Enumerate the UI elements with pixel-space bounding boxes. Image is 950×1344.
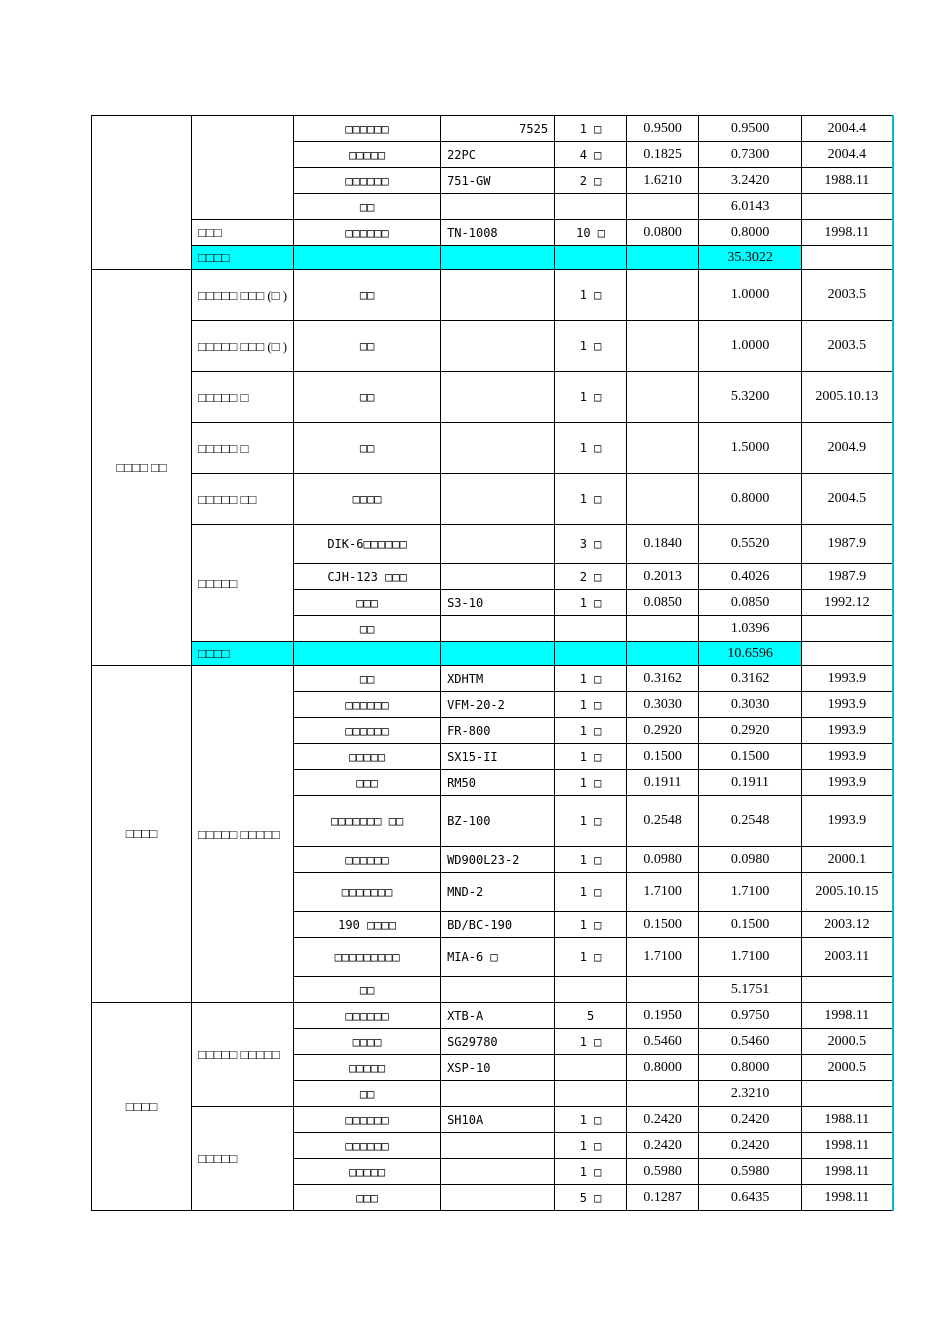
quantity-cell: 1 □ xyxy=(555,938,627,977)
date-cell: 1987.9 xyxy=(802,564,893,590)
total-cell: 3.2420 xyxy=(699,168,802,194)
unit-price-cell xyxy=(627,474,699,525)
table-row xyxy=(92,1003,893,1029)
quantity-cell: 1 □ xyxy=(555,474,627,525)
total-cell: 0.6435 xyxy=(699,1185,802,1211)
item-name-cell: □□□□□ xyxy=(294,1055,441,1081)
total-cell: 0.1500 xyxy=(699,912,802,938)
model-cell xyxy=(441,564,555,590)
item-name-cell: □□□□□□ xyxy=(294,220,441,246)
date-cell: 1988.11 xyxy=(802,1107,893,1133)
quantity-cell: 1 □ xyxy=(555,372,627,423)
unit-price-cell: 0.1287 xyxy=(627,1185,699,1211)
date-cell xyxy=(802,977,893,1003)
category-cell xyxy=(92,116,192,270)
total-cell: 0.9750 xyxy=(699,1003,802,1029)
model-cell: XTB-A xyxy=(441,1003,555,1029)
model-cell xyxy=(441,321,555,372)
item-name-cell: □□□□□□ xyxy=(294,692,441,718)
date-cell: 1993.9 xyxy=(802,744,893,770)
item-name-cell: CJH-123 □□□ xyxy=(294,564,441,590)
item-name-cell: □□□□□ xyxy=(294,744,441,770)
item-name-cell: □□ xyxy=(294,666,441,692)
empty-cell xyxy=(802,642,893,666)
quantity-cell: 1 □ xyxy=(555,873,627,912)
subgroup-label-cell: □□□ xyxy=(192,220,294,246)
total-cell: 0.2420 xyxy=(699,1133,802,1159)
quantity-cell: 5 □ xyxy=(555,1185,627,1211)
date-cell: 2000.5 xyxy=(802,1029,893,1055)
item-name-cell: □□□□□□ xyxy=(294,1107,441,1133)
subgroup-label-cell: □□□□□ □□□ (□ ) xyxy=(192,321,294,372)
unit-price-cell: 0.2013 xyxy=(627,564,699,590)
total-cell: 0.5460 xyxy=(699,1029,802,1055)
total-cell: 0.0850 xyxy=(699,590,802,616)
subgroup-label-cell: □□□□□ □□□ (□ ) xyxy=(192,270,294,321)
date-cell: 1998.11 xyxy=(802,1133,893,1159)
empty-cell xyxy=(627,246,699,270)
quantity-cell: 10 □ xyxy=(555,220,627,246)
item-name-cell: □□ xyxy=(294,977,441,1003)
model-cell: SG29780 xyxy=(441,1029,555,1055)
empty-cell xyxy=(802,246,893,270)
table-row xyxy=(92,525,893,564)
empty-cell xyxy=(441,642,555,666)
table-row xyxy=(92,1107,893,1133)
date-cell: 2005.10.15 xyxy=(802,873,893,912)
model-cell: 751-GW xyxy=(441,168,555,194)
total-cell: 0.3030 xyxy=(699,692,802,718)
item-name-cell: □□ xyxy=(294,372,441,423)
quantity-cell: 1 □ xyxy=(555,1133,627,1159)
quantity-cell: 1 □ xyxy=(555,718,627,744)
group-total-label: □□□□ xyxy=(192,642,294,666)
item-name-cell: □□ xyxy=(294,616,441,642)
group-total-label: □□□□ xyxy=(192,246,294,270)
quantity-cell: 1 □ xyxy=(555,1029,627,1055)
category-cell: □□□□ xyxy=(92,1003,192,1211)
item-name-cell: □□ xyxy=(294,321,441,372)
date-cell: 1998.11 xyxy=(802,220,893,246)
model-cell: 7525 xyxy=(441,116,555,142)
category-cell: □□□□ xyxy=(92,666,192,1003)
unit-price-cell: 0.5980 xyxy=(627,1159,699,1185)
item-name-cell: □□□ xyxy=(294,770,441,796)
date-cell: 2003.12 xyxy=(802,912,893,938)
quantity-cell: 1 □ xyxy=(555,796,627,847)
date-cell: 2003.5 xyxy=(802,270,893,321)
item-name-cell: □□□□□□ xyxy=(294,1003,441,1029)
total-cell: 0.8000 xyxy=(699,474,802,525)
item-name-cell: □□□ xyxy=(294,590,441,616)
total-cell: 5.1751 xyxy=(699,977,802,1003)
model-cell xyxy=(441,616,555,642)
date-cell: 2005.10.13 xyxy=(802,372,893,423)
subgroup-label-cell: □□□□□ □□□□□ xyxy=(192,1003,294,1107)
table-row xyxy=(92,666,893,692)
date-cell: 2004.4 xyxy=(802,116,893,142)
unit-price-cell: 0.2548 xyxy=(627,796,699,847)
equipment-table xyxy=(91,115,894,1211)
quantity-cell: 1 □ xyxy=(555,912,627,938)
unit-price-cell: 0.1500 xyxy=(627,912,699,938)
unit-price-cell: 0.1911 xyxy=(627,770,699,796)
unit-price-cell xyxy=(627,321,699,372)
quantity-cell xyxy=(555,1055,627,1081)
item-name-cell: □□□□□□ xyxy=(294,168,441,194)
model-cell xyxy=(441,194,555,220)
total-cell: 0.2420 xyxy=(699,1107,802,1133)
item-name-cell: 190 □□□□ xyxy=(294,912,441,938)
model-cell: BZ-100 xyxy=(441,796,555,847)
group-total-row xyxy=(92,246,893,270)
table-row xyxy=(92,220,893,246)
item-name-cell: □□□□□□ xyxy=(294,116,441,142)
total-cell: 1.0396 xyxy=(699,616,802,642)
quantity-cell: 1 □ xyxy=(555,1159,627,1185)
unit-price-cell: 0.2420 xyxy=(627,1107,699,1133)
date-cell: 1993.9 xyxy=(802,796,893,847)
model-cell: VFM-20-2 xyxy=(441,692,555,718)
model-cell xyxy=(441,977,555,1003)
model-cell: XDHTM xyxy=(441,666,555,692)
total-cell: 0.2920 xyxy=(699,718,802,744)
quantity-cell: 4 □ xyxy=(555,142,627,168)
quantity-cell: 1 □ xyxy=(555,423,627,474)
unit-price-cell: 0.1500 xyxy=(627,744,699,770)
model-cell xyxy=(441,372,555,423)
total-cell: 1.0000 xyxy=(699,321,802,372)
total-cell: 1.5000 xyxy=(699,423,802,474)
unit-price-cell: 0.0800 xyxy=(627,220,699,246)
unit-price-cell xyxy=(627,423,699,474)
unit-price-cell: 1.7100 xyxy=(627,873,699,912)
quantity-cell: 3 □ xyxy=(555,525,627,564)
item-name-cell: □□ xyxy=(294,1081,441,1107)
item-name-cell: □□□□□□ xyxy=(294,847,441,873)
table-row xyxy=(92,270,893,321)
model-cell: FR-800 xyxy=(441,718,555,744)
quantity-cell xyxy=(555,616,627,642)
unit-price-cell xyxy=(627,977,699,1003)
empty-cell xyxy=(294,246,441,270)
item-name-cell: □□□□ xyxy=(294,474,441,525)
date-cell: 1993.9 xyxy=(802,666,893,692)
group-total-value: 10.6596 xyxy=(699,642,802,666)
model-cell: RM50 xyxy=(441,770,555,796)
item-name-cell: □□ xyxy=(294,270,441,321)
item-name-cell: □□ xyxy=(294,194,441,220)
quantity-cell: 1 □ xyxy=(555,666,627,692)
subgroup-label-cell: □□□□□ xyxy=(192,1107,294,1211)
model-cell xyxy=(441,270,555,321)
quantity-cell: 1 □ xyxy=(555,1107,627,1133)
model-cell xyxy=(441,423,555,474)
group-total-value: 35.3022 xyxy=(699,246,802,270)
model-cell xyxy=(441,1185,555,1211)
unit-price-cell: 0.0980 xyxy=(627,847,699,873)
item-name-cell: □□ xyxy=(294,423,441,474)
subgroup-label-cell: □□□□□ □ xyxy=(192,423,294,474)
total-cell: 0.1500 xyxy=(699,744,802,770)
total-cell: 5.3200 xyxy=(699,372,802,423)
quantity-cell: 1 □ xyxy=(555,744,627,770)
quantity-cell: 2 □ xyxy=(555,168,627,194)
subgroup-label-cell: □□□□□ □ xyxy=(192,372,294,423)
total-cell: 0.4026 xyxy=(699,564,802,590)
model-cell xyxy=(441,1159,555,1185)
quantity-cell: 2 □ xyxy=(555,564,627,590)
total-cell: 0.2548 xyxy=(699,796,802,847)
unit-price-cell: 0.9500 xyxy=(627,116,699,142)
model-cell: XSP-10 xyxy=(441,1055,555,1081)
date-cell: 1998.11 xyxy=(802,1159,893,1185)
model-cell: 22PC xyxy=(441,142,555,168)
unit-price-cell: 0.3162 xyxy=(627,666,699,692)
unit-price-cell xyxy=(627,1081,699,1107)
unit-price-cell xyxy=(627,194,699,220)
quantity-cell: 1 □ xyxy=(555,116,627,142)
unit-price-cell xyxy=(627,270,699,321)
unit-price-cell: 0.2920 xyxy=(627,718,699,744)
model-cell: MND-2 xyxy=(441,873,555,912)
table-row xyxy=(92,116,893,142)
model-cell xyxy=(441,1081,555,1107)
group-total-row xyxy=(92,642,893,666)
subgroup-label-cell xyxy=(192,116,294,220)
quantity-cell xyxy=(555,977,627,1003)
quantity-cell: 1 □ xyxy=(555,590,627,616)
item-name-cell: □□□□□ xyxy=(294,1159,441,1185)
unit-price-cell: 1.6210 xyxy=(627,168,699,194)
unit-price-cell: 0.1825 xyxy=(627,142,699,168)
item-name-cell: □□□ xyxy=(294,1185,441,1211)
empty-cell xyxy=(294,642,441,666)
total-cell: 1.0000 xyxy=(699,270,802,321)
empty-cell xyxy=(627,642,699,666)
date-cell: 1992.12 xyxy=(802,590,893,616)
table-row xyxy=(92,321,893,372)
table-row xyxy=(92,372,893,423)
empty-cell xyxy=(441,246,555,270)
unit-price-cell: 0.2420 xyxy=(627,1133,699,1159)
total-cell: 0.0980 xyxy=(699,847,802,873)
total-cell: 0.7300 xyxy=(699,142,802,168)
date-cell xyxy=(802,616,893,642)
quantity-cell: 1 □ xyxy=(555,692,627,718)
total-cell: 6.0143 xyxy=(699,194,802,220)
date-cell: 1987.9 xyxy=(802,525,893,564)
item-name-cell: □□□□□□ xyxy=(294,1133,441,1159)
total-cell: 0.8000 xyxy=(699,220,802,246)
table-row xyxy=(92,423,893,474)
item-name-cell: □□□□□□□ □□ xyxy=(294,796,441,847)
unit-price-cell: 0.5460 xyxy=(627,1029,699,1055)
model-cell: WD900L23-2 xyxy=(441,847,555,873)
item-name-cell: DIK-6□□□□□□ xyxy=(294,525,441,564)
unit-price-cell: 1.7100 xyxy=(627,938,699,977)
date-cell: 1993.9 xyxy=(802,770,893,796)
date-cell: 2004.5 xyxy=(802,474,893,525)
model-cell: BD/BC-190 xyxy=(441,912,555,938)
total-cell: 1.7100 xyxy=(699,873,802,912)
unit-price-cell: 0.1840 xyxy=(627,525,699,564)
subgroup-label-cell: □□□□□ □□□□□ xyxy=(192,666,294,1003)
date-cell: 1998.11 xyxy=(802,1185,893,1211)
total-cell: 0.9500 xyxy=(699,116,802,142)
unit-price-cell: 0.0850 xyxy=(627,590,699,616)
table-row xyxy=(92,474,893,525)
unit-price-cell: 0.1950 xyxy=(627,1003,699,1029)
model-cell: TN-1008 xyxy=(441,220,555,246)
quantity-cell: 1 □ xyxy=(555,270,627,321)
date-cell xyxy=(802,1081,893,1107)
quantity-cell xyxy=(555,1081,627,1107)
total-cell: 0.5520 xyxy=(699,525,802,564)
model-cell xyxy=(441,1133,555,1159)
date-cell: 2004.9 xyxy=(802,423,893,474)
item-name-cell: □□□□□□□□□ xyxy=(294,938,441,977)
quantity-cell: 5 xyxy=(555,1003,627,1029)
total-cell: 0.3162 xyxy=(699,666,802,692)
date-cell xyxy=(802,194,893,220)
subgroup-label-cell: □□□□□ xyxy=(192,525,294,642)
total-cell: 2.3210 xyxy=(699,1081,802,1107)
unit-price-cell xyxy=(627,372,699,423)
item-name-cell: □□□□ xyxy=(294,1029,441,1055)
total-cell: 0.1911 xyxy=(699,770,802,796)
quantity-cell: 1 □ xyxy=(555,847,627,873)
item-name-cell: □□□□□ xyxy=(294,142,441,168)
model-cell: SX15-II xyxy=(441,744,555,770)
date-cell: 1998.11 xyxy=(802,1003,893,1029)
model-cell: SH10A xyxy=(441,1107,555,1133)
quantity-cell: 1 □ xyxy=(555,770,627,796)
model-cell xyxy=(441,525,555,564)
total-cell: 0.5980 xyxy=(699,1159,802,1185)
date-cell: 2003.5 xyxy=(802,321,893,372)
unit-price-cell: 0.8000 xyxy=(627,1055,699,1081)
model-cell: S3-10 xyxy=(441,590,555,616)
date-cell: 2003.11 xyxy=(802,938,893,977)
model-cell: MIA-6 □ xyxy=(441,938,555,977)
model-cell xyxy=(441,474,555,525)
date-cell: 2000.5 xyxy=(802,1055,893,1081)
item-name-cell: □□□□□□□ xyxy=(294,873,441,912)
empty-cell xyxy=(555,246,627,270)
date-cell: 1993.9 xyxy=(802,718,893,744)
subgroup-label-cell: □□□□□ □□ xyxy=(192,474,294,525)
total-cell: 0.8000 xyxy=(699,1055,802,1081)
date-cell: 1993.9 xyxy=(802,692,893,718)
unit-price-cell xyxy=(627,616,699,642)
quantity-cell xyxy=(555,194,627,220)
total-cell: 1.7100 xyxy=(699,938,802,977)
empty-cell xyxy=(555,642,627,666)
date-cell: 2000.1 xyxy=(802,847,893,873)
unit-price-cell: 0.3030 xyxy=(627,692,699,718)
category-cell: □□□□ □□ xyxy=(92,270,192,666)
date-cell: 1988.11 xyxy=(802,168,893,194)
quantity-cell: 1 □ xyxy=(555,321,627,372)
item-name-cell: □□□□□□ xyxy=(294,718,441,744)
date-cell: 2004.4 xyxy=(802,142,893,168)
